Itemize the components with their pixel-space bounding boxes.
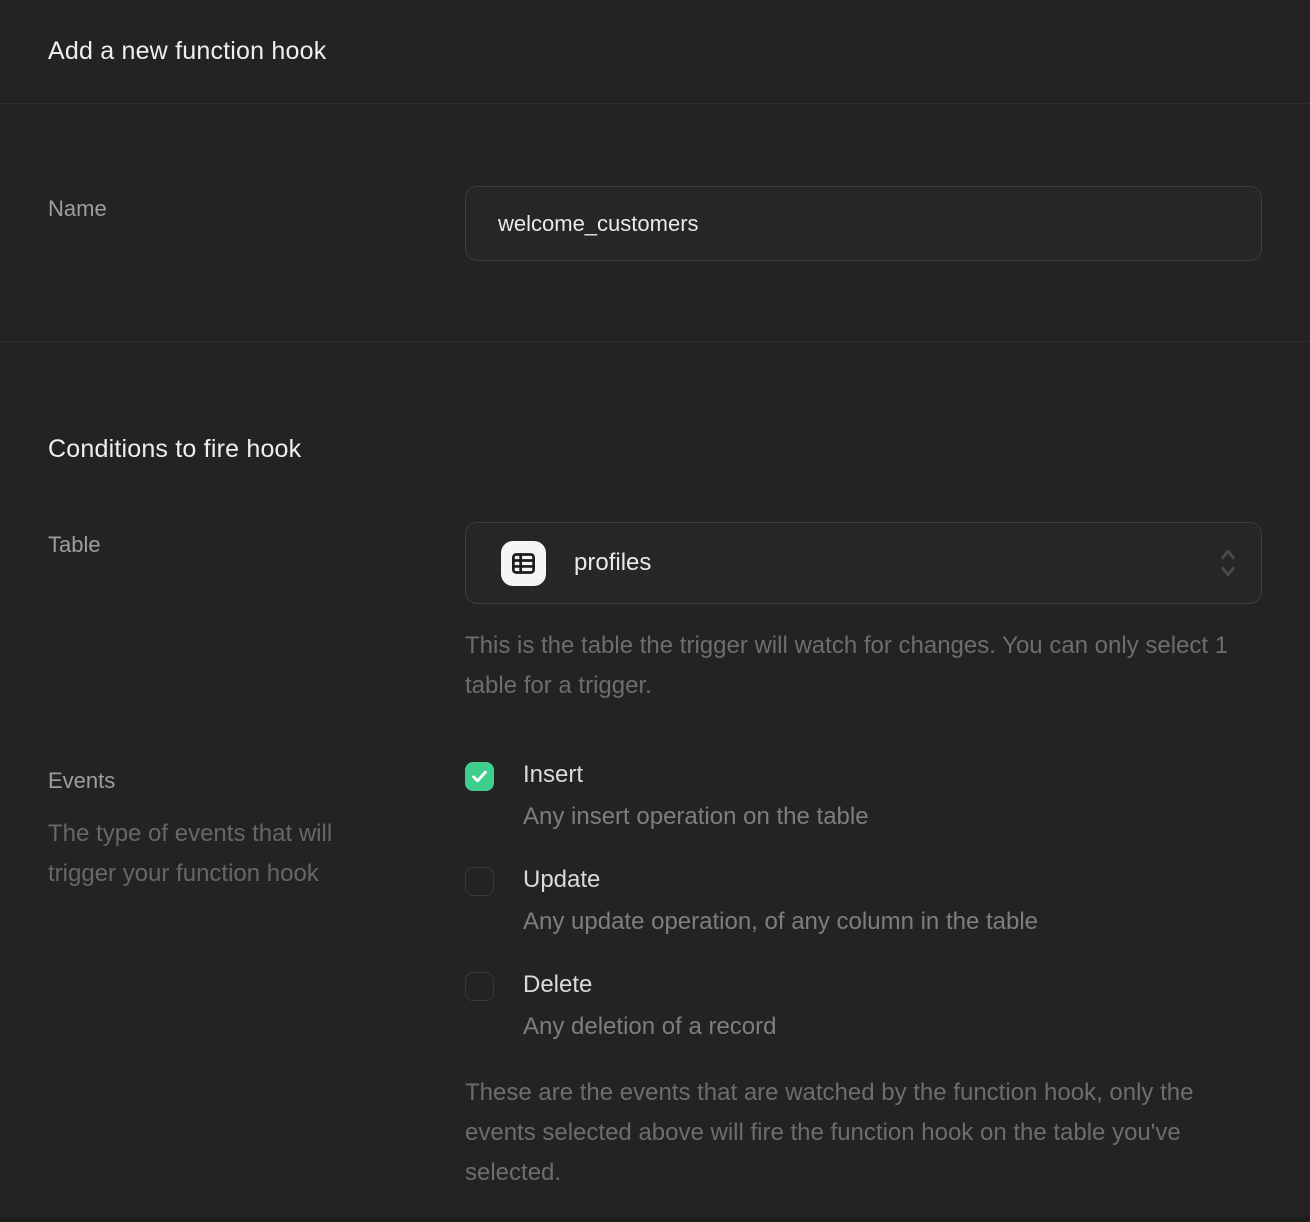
event-option-update [465,863,1262,942]
delete-checkbox[interactable] [465,972,494,1001]
events-help-text: These are the events that are watched by the function hook, only the events selected above will fire the function hook on the table you've selected. [465,1079,1194,1186]
name-input[interactable] [465,186,1262,261]
table-icon [501,541,546,586]
name-section [0,104,1310,342]
update-description: Any update operation, of any column in the table [523,908,1039,935]
chevron-up-down-icon [1217,546,1239,580]
conditions-heading: Conditions to fire hook [48,435,302,463]
name-label: Name [48,196,107,221]
table-label: Table [48,532,101,557]
panel-title: Add a new function hook [48,37,327,65]
update-checkbox[interactable] [465,867,494,896]
panel-header [0,0,1310,104]
insert-label: Insert [523,761,584,788]
bottom-divider [0,1217,1310,1222]
event-option-delete [465,968,1262,1047]
update-label: Update [523,866,601,893]
table-row [48,522,1262,706]
events-row [48,758,1262,1193]
events-label: Events [48,768,116,793]
table-select-value: profiles [574,549,652,576]
events-description: The type of events that will trigger your function hook [48,820,333,887]
insert-checkbox[interactable] [465,762,494,791]
table-help-text: This is the table the trigger will watch for changes. You can only select 1 table for a trigger. [465,632,1229,699]
table-select[interactable] [465,522,1262,604]
event-option-insert [465,758,1262,837]
delete-label: Delete [523,971,593,998]
insert-description: Any insert operation on the table [523,803,869,830]
check-icon [470,767,489,786]
delete-description: Any deletion of a record [523,1013,777,1040]
conditions-section [0,342,1310,1193]
